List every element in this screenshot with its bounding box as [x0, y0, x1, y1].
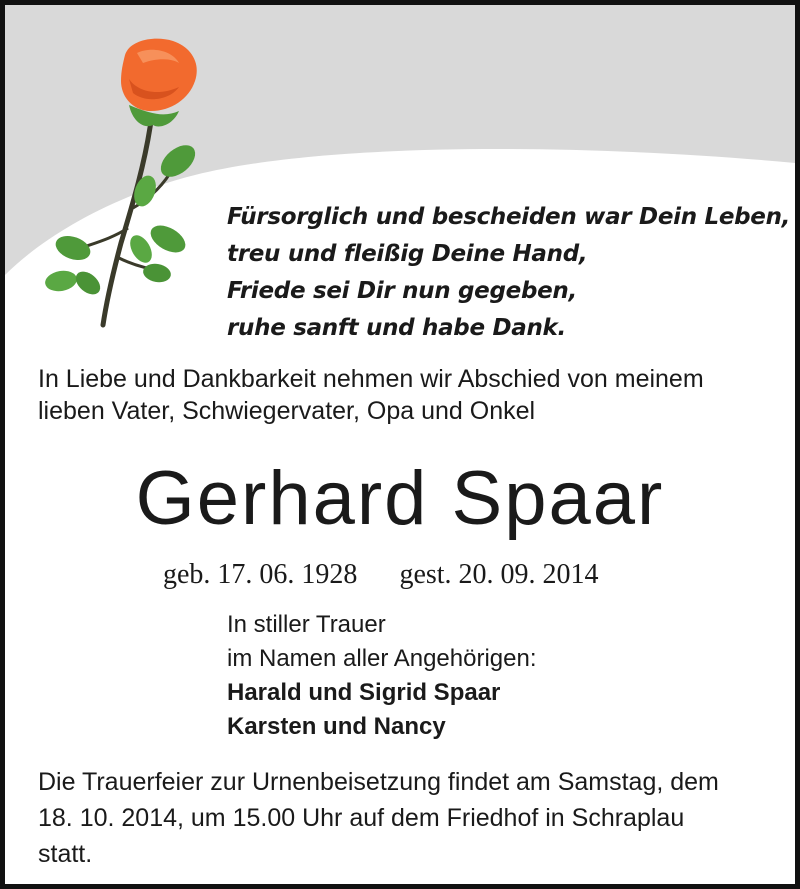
mourners-block [227, 608, 537, 744]
mourning-line: In stiller Trauer [227, 611, 386, 638]
rose-icon [33, 33, 213, 333]
poem-line: ruhe sanft und habe Dank. [227, 315, 566, 341]
mourner-name: Karsten und Nancy [227, 713, 446, 740]
birth-date: geb. 17. 06. 1928 [163, 559, 358, 590]
death-date: gest. 20. 09. 2014 [399, 559, 599, 590]
funeral-line: Die Trauerfeier zur Urnenbeisetzung findet am Samstag, dem [38, 768, 719, 796]
intro-line: lieben Vater, Schwiegervater, Opa und Onkel [38, 397, 536, 425]
poem-verse [227, 199, 790, 347]
intro-line: In Liebe und Dankbarkeit nehmen wir Abschied von meinem [38, 365, 704, 393]
poem-line: treu und fleißig Deine Hand, [227, 241, 588, 267]
funeral-line: 18. 10. 2014, um 15.00 Uhr auf dem Friedhof in Schraplau [38, 804, 685, 832]
life-dates [163, 558, 599, 592]
mourning-line: im Namen aller Angehörigen: [227, 645, 537, 672]
intro-text [38, 363, 704, 427]
poem-line: Friede sei Dir nun gegeben, [227, 278, 577, 304]
funeral-line: statt. [38, 840, 93, 868]
poem-line: Fürsorglich und bescheiden war Dein Leben, [227, 204, 791, 230]
mourner-name: Harald und Sigrid Spaar [227, 679, 501, 706]
deceased-name: Gerhard Spaar [135, 456, 665, 541]
funeral-details [38, 764, 778, 872]
